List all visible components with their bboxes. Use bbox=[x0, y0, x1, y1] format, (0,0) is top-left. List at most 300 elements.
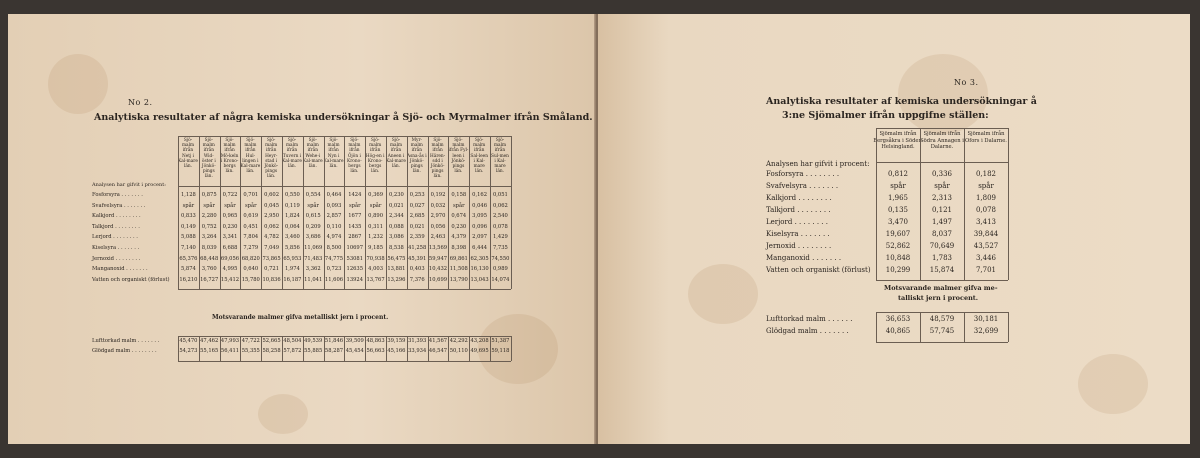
column-rule bbox=[386, 136, 387, 289]
table-cell: 56,475 bbox=[387, 255, 406, 262]
table-cell: 0,078 bbox=[492, 223, 508, 230]
table-cell: 0,230 bbox=[388, 192, 404, 198]
table-cell: 0,619 bbox=[243, 213, 259, 220]
column-rule bbox=[365, 136, 366, 289]
column-rule bbox=[428, 136, 429, 289]
table-cell: 1,965 bbox=[887, 194, 909, 202]
table-cell: 51,387 bbox=[491, 338, 510, 344]
table-cell: 71,483 bbox=[304, 255, 323, 262]
table-cell: 0,451 bbox=[243, 223, 259, 230]
row-label: Lerjord . . . . . . . . bbox=[766, 218, 828, 226]
column-header: Sjö-malm ifrån Öjön i Krono-bergs län. bbox=[347, 138, 362, 175]
row-label: Glödgad malm . . . . . . . . bbox=[92, 348, 157, 355]
column-header: Sjö-malm ifrån Sal-leen i Kal-mare län. bbox=[470, 138, 488, 175]
table-cell: 69,056 bbox=[220, 255, 240, 262]
table-cell: 8,039 bbox=[201, 245, 217, 251]
table-cell: 7,376 bbox=[409, 276, 425, 283]
column-header: Sjö-malm ifrån Heyr-stad i Jönkö-pings län. bbox=[264, 138, 279, 180]
table-cell: 0,752 bbox=[201, 223, 217, 230]
table-cell: 7,140 bbox=[180, 245, 196, 251]
column-rule bbox=[240, 136, 241, 289]
bottom-rule bbox=[178, 361, 511, 362]
table-cell: spår bbox=[245, 202, 257, 209]
column-header: Sjö-malm ifrån Fyl-leen i Jönkö-pings län. bbox=[448, 138, 469, 175]
table-cell: 42,292 bbox=[449, 338, 468, 344]
table-cell: 6,444 bbox=[472, 245, 488, 251]
table-cell: 0,135 bbox=[887, 206, 909, 214]
row-label: Talkjord . . . . . . . . bbox=[92, 223, 140, 230]
table-cell: 74,775 bbox=[324, 255, 344, 262]
table-cell: 1,783 bbox=[931, 254, 953, 262]
table-cell: 4,782 bbox=[264, 234, 280, 241]
column-rule bbox=[220, 136, 221, 289]
table-cell: 2,463 bbox=[430, 234, 446, 241]
table-cell: spår bbox=[978, 182, 994, 190]
column-rule bbox=[428, 336, 429, 361]
table-cell: 2,344 bbox=[388, 213, 404, 220]
table-cell: 0,311 bbox=[368, 223, 384, 230]
table-cell: 2,950 bbox=[264, 213, 280, 220]
top-rule bbox=[178, 336, 511, 337]
column-rule bbox=[282, 336, 283, 361]
table-cell: 3,341 bbox=[222, 234, 238, 241]
table-cell: 1,128 bbox=[180, 192, 196, 198]
table-cell: 2,685 bbox=[409, 213, 425, 220]
row-label: Kalkjord . . . . . . . . bbox=[766, 194, 832, 202]
page-title: Analytiska resultater af kemiska undersökningar å bbox=[766, 96, 1037, 107]
table-cell: 45,391 bbox=[408, 255, 427, 262]
column-rule bbox=[240, 336, 241, 361]
table-cell: 3,086 bbox=[388, 234, 404, 241]
table-cell: 73,865 bbox=[262, 255, 281, 262]
table-cell: 1,809 bbox=[975, 194, 997, 202]
table-cell: 0,027 bbox=[409, 202, 425, 209]
column-rule bbox=[261, 136, 262, 289]
table-cell: 13,296 bbox=[387, 276, 406, 283]
table-cell: 52,862 bbox=[885, 242, 911, 250]
table-cell: 0,833 bbox=[180, 213, 196, 220]
table-cell: 39,509 bbox=[345, 338, 364, 344]
table-cell: 2,280 bbox=[201, 213, 217, 220]
column-header: Sjö-malm ifrån Nyn i Kal-mare län. bbox=[323, 138, 344, 170]
table-cell: 0,078 bbox=[975, 206, 997, 214]
column-rule bbox=[386, 336, 387, 361]
paper-stain bbox=[48, 54, 108, 114]
column-header: Sjömalm ifrån Södra Annagen i Dalarne. bbox=[920, 131, 964, 150]
table-cell: 55,165 bbox=[200, 348, 219, 355]
table-cell: 2,313 bbox=[931, 194, 953, 202]
column-header: Sjömalm ifrån Bergsåkra i Söder-Helsingland. bbox=[873, 131, 923, 150]
table-cell: 0,056 bbox=[430, 223, 446, 230]
table-cell: 0,722 bbox=[222, 192, 238, 198]
table-cell: 54,273 bbox=[179, 348, 198, 355]
table-cell: 0,554 bbox=[305, 192, 321, 198]
table-cell: 0,088 bbox=[388, 223, 404, 230]
table-cell: 0,701 bbox=[243, 192, 259, 198]
column-rule bbox=[324, 336, 325, 361]
column-header: Myr-malm ifrån Asna-ås i Jönkö-pings län. bbox=[406, 138, 427, 175]
table-cell: 10,848 bbox=[885, 254, 911, 262]
row-label: Kiselsyra . . . . . . . bbox=[92, 245, 140, 251]
table-cell: 0,721 bbox=[264, 266, 280, 273]
table-cell: 0,253 bbox=[409, 192, 425, 198]
table-cell: 48,863 bbox=[366, 338, 385, 344]
table-cell: 65,376 bbox=[179, 255, 198, 262]
table-cell: 13924 bbox=[346, 276, 364, 283]
table-cell: 36,653 bbox=[885, 315, 911, 323]
table-cell: 3,413 bbox=[975, 218, 997, 226]
table-cell: 5,874 bbox=[180, 266, 196, 273]
table-cell: spår bbox=[182, 202, 195, 209]
table-cell: 8,500 bbox=[326, 245, 342, 251]
column-rule bbox=[964, 312, 965, 342]
table-cell: 2,359 bbox=[409, 234, 425, 241]
header-rule bbox=[876, 128, 1008, 129]
table-cell: 0,209 bbox=[305, 223, 321, 230]
bottom-rule bbox=[178, 289, 511, 290]
table-cell: 68,820 bbox=[241, 255, 260, 262]
column-header: Sjö-malm ifrån Hög-en i Krono-bergs län. bbox=[365, 138, 385, 175]
top-rule bbox=[876, 312, 1008, 313]
table-cell: 0,096 bbox=[472, 223, 488, 230]
table-number: No 2. bbox=[128, 98, 153, 107]
table-cell: 46,547 bbox=[428, 348, 448, 355]
table-cell: 15,874 bbox=[929, 266, 955, 274]
table-cell: 0,230 bbox=[222, 223, 238, 230]
table-cell: 1677 bbox=[348, 213, 362, 220]
row-label: Vatten och organiskt (förlust) bbox=[92, 276, 170, 283]
table-cell: 3,264 bbox=[201, 234, 217, 241]
table-cell: 7,701 bbox=[975, 266, 997, 274]
table-cell: 56,663 bbox=[366, 348, 385, 355]
table-cell: 16,727 bbox=[200, 276, 219, 283]
table-cell: 68,448 bbox=[200, 255, 219, 262]
paper-stain bbox=[258, 394, 308, 434]
table-cell: 4,379 bbox=[451, 234, 467, 241]
table-cell: 11,508 bbox=[449, 266, 468, 273]
table-cell: 0,093 bbox=[326, 202, 342, 209]
table-cell: 4,003 bbox=[368, 266, 384, 273]
table-cell: 55,355 bbox=[241, 348, 260, 355]
table-cell: 4,974 bbox=[326, 234, 342, 241]
table-cell: 57,872 bbox=[283, 348, 302, 355]
table-cell: 13,881 bbox=[387, 266, 406, 273]
column-rule bbox=[490, 336, 491, 361]
table-cell: 53081 bbox=[346, 255, 364, 262]
table-cell: 0,640 bbox=[243, 266, 259, 273]
table-cell: 0,162 bbox=[472, 192, 488, 198]
column-rule bbox=[876, 312, 877, 342]
table-cell: 0,021 bbox=[409, 223, 425, 230]
table-cell: 57,745 bbox=[929, 327, 955, 335]
page-subtitle: 3:ne Sjömalmer ifrån uppgifne ställen: bbox=[782, 110, 989, 121]
column-rule bbox=[469, 336, 470, 361]
table-cell: 0,602 bbox=[264, 192, 280, 198]
column-header: Sjö-malm ifrån Wehe-i Kal-mare län. bbox=[302, 138, 323, 170]
table-cell: 2,857 bbox=[326, 213, 342, 220]
table-cell: 45,454 bbox=[345, 348, 364, 355]
table-cell: 30,181 bbox=[973, 315, 999, 323]
table-cell: 47,462 bbox=[200, 338, 219, 344]
row-caption: Analysen har gifvit i procent: bbox=[766, 160, 870, 168]
table-cell: 7,804 bbox=[243, 234, 259, 241]
table-cell: 16,130 bbox=[470, 266, 489, 273]
table-cell: 13,767 bbox=[366, 276, 385, 283]
column-rule bbox=[199, 336, 200, 361]
paper-stain bbox=[688, 264, 758, 324]
table-cell: 47,993 bbox=[220, 338, 240, 344]
column-rule bbox=[303, 336, 304, 361]
page-title: Analytiska resultater af några kemiska undersökningar å Sjö- och Myrmalmer ifrån Småland. bbox=[94, 112, 593, 123]
table-cell: spår bbox=[934, 182, 950, 190]
column-rule bbox=[178, 136, 179, 289]
table-cell: 8,538 bbox=[388, 245, 404, 251]
table-cell: 1,429 bbox=[492, 234, 508, 241]
table-cell: 12635 bbox=[346, 266, 364, 273]
column-rule bbox=[344, 136, 345, 289]
table-cell: 48,504 bbox=[283, 338, 302, 344]
table-cell: 0,110 bbox=[326, 223, 342, 230]
table-cell: 41,567 bbox=[428, 338, 448, 344]
bottom-rule bbox=[876, 280, 1008, 281]
table-cell: 0,045 bbox=[264, 202, 280, 209]
table-cell: 55,885 bbox=[304, 348, 323, 355]
table-cell: 74,550 bbox=[491, 255, 510, 262]
column-rule bbox=[511, 336, 512, 361]
table-cell: 58,258 bbox=[262, 348, 281, 355]
table-cell: 5,856 bbox=[284, 245, 300, 251]
table-cell: 32,699 bbox=[973, 327, 999, 335]
table-cell: 10,432 bbox=[428, 266, 448, 273]
column-header: Sjö-malm ifrån Mö-keln i Krono-bergs län. bbox=[220, 138, 239, 175]
column-header: Sjö-malm ifrån Hul-lingen i Kal-mare län. bbox=[240, 138, 261, 175]
table-cell: 1,232 bbox=[368, 234, 384, 241]
table-cell: 0,119 bbox=[284, 202, 300, 209]
row-label: Talkjord . . . . . . . . bbox=[766, 206, 831, 214]
row-label: Kiselsyra . . . . . . . bbox=[766, 230, 830, 238]
table-cell: 52,665 bbox=[262, 338, 281, 344]
column-rule bbox=[448, 336, 449, 361]
row-label: Svafvelsyra . . . . . . . bbox=[766, 182, 839, 190]
table-cell: 15,780 bbox=[241, 276, 260, 283]
column-header: Sjö-malm ifrån Tuvern i Kal-mare län. bbox=[282, 138, 302, 170]
table-cell: 0,062 bbox=[492, 202, 508, 209]
table-cell: 10,699 bbox=[428, 276, 448, 283]
table-cell: 0,989 bbox=[492, 266, 508, 273]
table-cell: 1,824 bbox=[284, 213, 300, 220]
table-cell: 0,403 bbox=[409, 266, 425, 273]
column-rule bbox=[469, 136, 470, 289]
table-cell: 70,649 bbox=[929, 242, 955, 250]
column-header: Sjö-malm ifrån Aneen i Kal-mare län. bbox=[386, 138, 406, 170]
header-rule bbox=[178, 136, 511, 137]
table-cell: 45,470 bbox=[179, 338, 198, 344]
row-label: Fosforsyra . . . . . . . bbox=[92, 192, 143, 198]
column-rule bbox=[344, 336, 345, 361]
table-cell: 3,460 bbox=[284, 234, 300, 241]
table-cell: 2,970 bbox=[430, 213, 446, 220]
metal-section-title: Motsvarande malmer gifva me- bbox=[884, 284, 998, 292]
table-cell: 1,974 bbox=[284, 266, 300, 273]
table-cell: 49,539 bbox=[304, 338, 323, 344]
row-caption: Analysen har gifvit i procent: bbox=[92, 182, 166, 188]
header-rule bbox=[876, 162, 1008, 163]
metal-section-subtitle: talliskt jern i procent. bbox=[898, 294, 979, 302]
table-cell: 19,607 bbox=[885, 230, 911, 238]
row-label: Manganoxid . . . . . . . bbox=[766, 254, 842, 262]
column-rule bbox=[365, 336, 366, 361]
table-cell: 51,846 bbox=[324, 338, 344, 344]
table-cell: 3,686 bbox=[305, 234, 321, 241]
table-cell: 2,097 bbox=[472, 234, 488, 241]
table-cell: spår bbox=[369, 202, 382, 209]
table-cell: 33,934 bbox=[408, 348, 427, 355]
column-rule bbox=[920, 312, 921, 342]
column-rule bbox=[1008, 312, 1009, 342]
bottom-rule bbox=[876, 342, 1008, 343]
table-cell: 47,722 bbox=[241, 338, 260, 344]
table-cell: 43,208 bbox=[470, 338, 489, 344]
table-cell: 62,305 bbox=[470, 255, 489, 262]
table-cell: 4,995 bbox=[222, 266, 238, 273]
paper-stain bbox=[898, 54, 988, 134]
table-cell: 2867 bbox=[348, 234, 362, 241]
table-cell: spår bbox=[307, 202, 319, 209]
table-cell: 48,579 bbox=[929, 315, 955, 323]
table-cell: 0,464 bbox=[326, 192, 342, 198]
table-cell: 7,279 bbox=[243, 245, 259, 251]
table-cell: 39,159 bbox=[387, 338, 406, 344]
column-header: Sjö-malm ifrån Sul-men i Kal-mare län. bbox=[491, 138, 509, 175]
column-rule bbox=[178, 336, 179, 361]
table-cell: 58,287 bbox=[324, 348, 344, 355]
table-cell: 0,875 bbox=[201, 192, 217, 198]
table-cell: 0,051 bbox=[492, 192, 508, 198]
column-rule bbox=[876, 128, 877, 280]
table-cell: 16,210 bbox=[179, 276, 198, 283]
table-cell: 40,865 bbox=[885, 327, 911, 335]
table-cell: 0,615 bbox=[305, 213, 321, 220]
header-rule bbox=[178, 186, 511, 187]
table-cell: 15,412 bbox=[220, 276, 240, 283]
table-cell: spår bbox=[203, 202, 215, 209]
table-cell: 10697 bbox=[346, 245, 364, 251]
table-cell: 5,088 bbox=[180, 234, 196, 241]
table-cell: 14,074 bbox=[491, 276, 510, 283]
column-rule bbox=[282, 136, 283, 289]
table-cell: 13,569 bbox=[428, 245, 448, 251]
row-label: Lufttorkad malm . . . . . . bbox=[766, 315, 853, 323]
table-cell: 3,095 bbox=[472, 213, 488, 220]
row-label: Manganoxid . . . . . . . bbox=[92, 266, 148, 273]
table-cell: 3,446 bbox=[975, 254, 997, 262]
table-cell: 0,230 bbox=[451, 223, 467, 230]
table-cell: 11,069 bbox=[304, 245, 323, 251]
row-label: Kalkjord . . . . . . . . bbox=[92, 213, 141, 220]
table-cell: 0,336 bbox=[931, 170, 953, 178]
table-cell: spår bbox=[453, 202, 465, 209]
column-rule bbox=[448, 136, 449, 289]
column-rule bbox=[261, 336, 262, 361]
table-cell: 69,861 bbox=[449, 255, 468, 262]
table-cell: 3,362 bbox=[305, 266, 321, 273]
table-cell: 0,723 bbox=[326, 266, 342, 273]
table-cell: 0,812 bbox=[887, 170, 909, 178]
table-cell: 8,037 bbox=[931, 230, 953, 238]
table-cell: 70,938 bbox=[366, 255, 385, 262]
table-cell: 59,118 bbox=[491, 348, 510, 355]
column-rule bbox=[303, 136, 304, 289]
table-cell: 10,836 bbox=[262, 276, 281, 283]
table-cell: 13,790 bbox=[449, 276, 468, 283]
table-cell: 0,965 bbox=[222, 213, 238, 220]
table-cell: 0,064 bbox=[284, 223, 300, 230]
table-cell: 0,032 bbox=[430, 202, 446, 209]
table-cell: 7,735 bbox=[492, 245, 508, 251]
column-rule bbox=[964, 128, 965, 280]
row-label: Vatten och organiskt (förlust) bbox=[766, 266, 871, 274]
table-cell: 59,947 bbox=[428, 255, 448, 262]
table-number: No 3. bbox=[954, 78, 979, 87]
table-cell: 56,411 bbox=[220, 348, 240, 355]
table-cell: 3,470 bbox=[887, 218, 909, 226]
column-header: Sjö-malm ifrån Hären-sdd i Jönkö-pings län. bbox=[430, 138, 446, 180]
table-cell: 0,674 bbox=[451, 213, 467, 220]
table-cell: 16,187 bbox=[283, 276, 302, 283]
table-cell: spår bbox=[349, 202, 361, 209]
table-cell: 45,166 bbox=[387, 348, 406, 355]
table-cell: 11,041 bbox=[304, 276, 323, 283]
table-cell: 0,182 bbox=[975, 170, 997, 178]
table-cell: 43,527 bbox=[973, 242, 999, 250]
row-label: Fosforsyra . . . . . . . . bbox=[766, 170, 840, 178]
table-cell: 0,890 bbox=[368, 213, 384, 220]
row-label: Svafvelsyra . . . . . . . bbox=[92, 202, 146, 209]
row-label: Lerjord . . . . . . . . bbox=[92, 234, 138, 241]
row-label: Glödgad malm . . . . . . . bbox=[766, 327, 849, 335]
table-cell: 10,299 bbox=[885, 266, 911, 274]
column-rule bbox=[490, 136, 491, 289]
table-cell: 13,043 bbox=[470, 276, 489, 283]
table-cell: 49,695 bbox=[470, 348, 489, 355]
paper-stain bbox=[1078, 354, 1148, 414]
table-cell: 6,688 bbox=[222, 245, 238, 251]
table-cell: 0,369 bbox=[368, 192, 384, 198]
column-rule bbox=[1008, 128, 1009, 280]
table-cell: 0,550 bbox=[284, 192, 300, 198]
row-label: Lufttorkad malm . . . . . . . bbox=[92, 338, 160, 344]
row-label: Jernoxid . . . . . . . . bbox=[766, 242, 832, 250]
metal-section-title: Motsvarande malmer gifva metalliskt jern i procent. bbox=[212, 314, 389, 321]
column-rule bbox=[199, 136, 200, 289]
column-rule bbox=[220, 336, 221, 361]
table-cell: 0,021 bbox=[388, 202, 404, 209]
table-cell: 3,760 bbox=[201, 266, 217, 273]
table-cell: 0,192 bbox=[430, 192, 446, 198]
column-header: Sjö-malm ifrån Wid-öster i Jönkö-pings län. bbox=[201, 138, 216, 180]
column-rule bbox=[407, 336, 408, 361]
table-cell: 1424 bbox=[348, 192, 362, 198]
table-cell: 1,497 bbox=[931, 218, 953, 226]
table-cell: 1435 bbox=[348, 223, 362, 230]
table-cell: 2,540 bbox=[492, 213, 508, 220]
column-rule bbox=[511, 136, 512, 289]
table-cell: spår bbox=[890, 182, 906, 190]
table-cell: 0,149 bbox=[180, 223, 196, 230]
table-cell: 0,158 bbox=[451, 192, 467, 198]
table-cell: 9,185 bbox=[368, 245, 384, 251]
column-header: Sjö-malm ifrån Netj i Kal-mare län. bbox=[178, 138, 198, 170]
